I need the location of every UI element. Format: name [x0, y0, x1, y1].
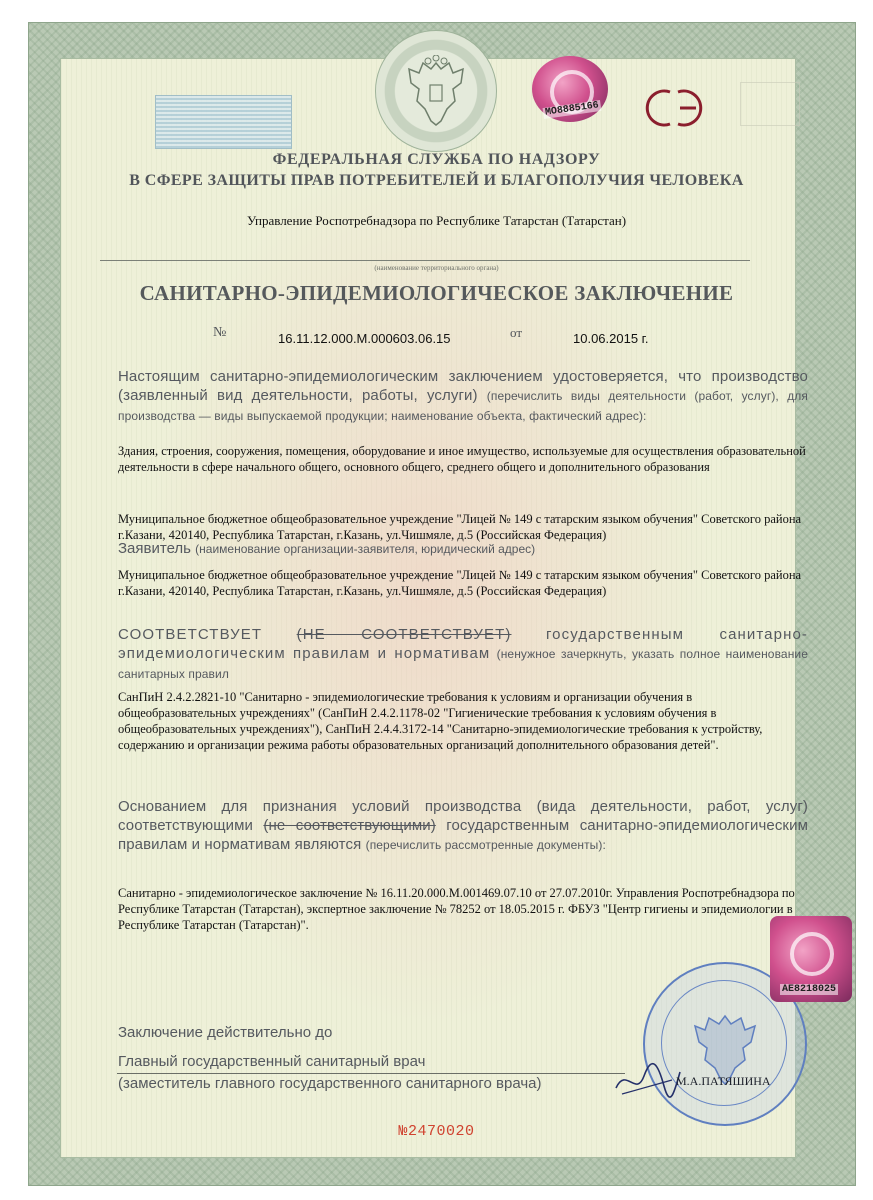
- deputy-label: (заместитель главного государственного санитарного врача): [118, 1075, 542, 1092]
- signature-line: [117, 1073, 625, 1074]
- authority-caption: (наименование территориального органа): [374, 264, 499, 272]
- authority-underline: [100, 260, 750, 261]
- watermark-box: [740, 82, 800, 126]
- applicant-value: Муниципальное бюджетное общеобразовательное учреждение "Лицей № 149 с татарским языком обучения" Советского района г.Казани, 420140, Республика Татарстан, г.Казань, ул.Чишмяле, д.5 (Российская Федерация): [118, 568, 802, 598]
- applicant-row: [118, 540, 808, 557]
- compliance-paragraph: [118, 625, 808, 684]
- number-label: №: [213, 325, 227, 340]
- double-headed-eagle-icon: [403, 55, 469, 127]
- territorial-authority: Управление Роспотребнадзора по Республике Татарстан (Татарстан): [246, 213, 627, 228]
- basis-strike: (не соответствующими): [263, 817, 436, 834]
- basis-documents: Санитарно - эпидемиологическое заключение № 16.11.20.000.М.001469.07.10 от 27.07.2010г. Управления Роспотребнадзора по Республике Татарстан (Татарстан), экспертное заключение № 78252 от 18.05.2015 г. ФБУЗ "Центр гигиены и эпидемиологии в Республике Татарстан (Татарстан)".: [118, 886, 795, 932]
- document-title: САНИТАРНО-ЭПИДЕМИОЛОГИЧЕСКОЕ ЗАКЛЮЧЕНИЕ: [139, 281, 734, 305]
- not-complies-label: (НЕ СООТВЕТСТВУЕТ): [296, 626, 512, 643]
- valid-until-label: Заключение действительно до: [118, 1024, 333, 1041]
- intro-hint: (перечислить виды деятельности (работ, услуг), для производства — виды выпускаемой продукции; наименование объекта, фактический адрес):: [118, 389, 809, 423]
- basis-lead-a: Основанием для признания условий производства (вида деятельности, работ, услуг) соответствующими: [118, 798, 808, 834]
- conformity-mark-icon: [640, 86, 712, 130]
- agency-title-line2: В СФЕРЕ ЗАЩИТЫ ПРАВ ПОТРЕБИТЕЛЕЙ И БЛАГОПОЛУЧИЯ ЧЕЛОВЕКА: [129, 172, 744, 189]
- signatory-name: М.А.ПАТЯШИНА: [676, 1074, 771, 1088]
- intro-paragraph: [118, 367, 808, 426]
- hologram-code-bottom: АЕ8218025: [782, 984, 837, 995]
- basis-paragraph: [118, 797, 808, 855]
- handwritten-signature: [612, 1058, 682, 1102]
- applicant-hint: (наименование организации-заявителя, юридический адрес): [195, 542, 536, 556]
- applicant-label: Заявитель: [118, 540, 191, 557]
- compliance-hint: (ненужное зачеркнуть, указать полное наименование санитарных правил: [118, 647, 808, 681]
- document-date: 10.06.2015 г.: [573, 331, 649, 346]
- basis-hint: (перечислить рассмотренные документы):: [365, 838, 606, 852]
- coat-of-arms-emblem: [375, 30, 497, 152]
- agency-title-line1: ФЕДЕРАЛЬНАЯ СЛУЖБА ПО НАДЗОРУ: [272, 151, 601, 168]
- sanitary-rules: СанПиН 2.4.2.2821-10 "Санитарно - эпидемиологические требования к условиям и организации обучения в общеобразовательных учреждениях" (СанПиН 2.4.2.1178-02 "Гигиенические требования к условиям обучения в общеобразовательных учреждениях"), СанПиН 2.4.4.3172-14 "Санитарно-эпидемиологические требования к устройству, содержанию и организации режима работы образовательных организаций дополнительного образования детей".: [118, 690, 763, 752]
- complies-label: СООТВЕТСТВУЕТ: [118, 626, 263, 643]
- compliance-rest: государственным санитарно-эпидемиологическим правилам и нормативам: [118, 626, 808, 662]
- document-number: 16.11.12.000.М.000603.06.15: [278, 331, 451, 346]
- date-label: от: [510, 325, 523, 340]
- hologram-strip: [155, 95, 292, 149]
- basis-lead-b: государственным санитарно-эпидемиологическим правилам и нормативам являются: [118, 817, 808, 853]
- hologram-code-top: МО8885166: [544, 100, 600, 119]
- object-description: Здания, строения, сооружения, помещения, оборудование и иное имущество, используемые для осуществления образовательной деятельности в сфере начального общего, основного общего, среднего общего и дополнительного образования: [118, 444, 806, 474]
- serial-number: №2470020: [398, 1123, 475, 1140]
- organization-address: Муниципальное бюджетное общеобразовательное учреждение "Лицей № 149 с татарским языком обучения" Советского района г.Казани, 420140, Республика Татарстан, г.Казань, ул.Чишмяле, д.5 (Российская Федерация): [118, 512, 802, 542]
- intro-lead: Настоящим санитарно-эпидемиологическим заключением удостоверяется, что производство (заявленный вид деятельности, работы, услуги): [118, 368, 808, 404]
- chief-doctor-label: Главный государственный санитарный врач: [118, 1053, 426, 1070]
